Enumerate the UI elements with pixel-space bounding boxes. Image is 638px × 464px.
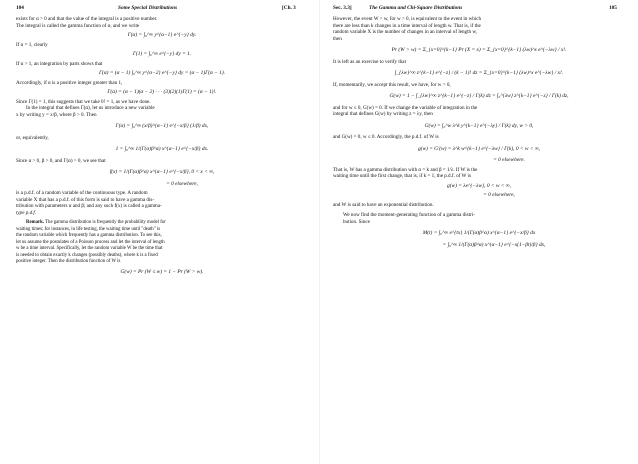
- left-page-body: [16, 16, 308, 278]
- text-line: random variable X is the number of changes in an interval of length w,: [333, 29, 477, 35]
- text-line: integral that defines G(w) by writing z = λy, then: [333, 111, 433, 117]
- text-line: x by writing y = x/β, where β > 0. Then: [16, 111, 97, 118]
- text-line: If α = 1, clearly: [16, 41, 48, 48]
- equation-mgf: M(t) = ∫₀^∞ e^{tx} 1/(Γ(α)β^α) x^{α−1} e^{−x/β} dx: [422, 230, 536, 236]
- equation-exponential: g(w) = λe^{−λw}, 0 < w < ∞,: [447, 182, 511, 189]
- text-line: or, equivalently,: [16, 134, 49, 141]
- right-section-label: Sec. 3.3]: [333, 5, 352, 11]
- left-chapter-label: [Ch. 3: [282, 5, 296, 11]
- text-line: and G(w) = 0, w ≤ 0. Accordingly, the p.d.f. of W is: [333, 134, 439, 140]
- text-line: It is left as an exercise to verify that: [333, 58, 406, 65]
- equation-exponential-else: = 0 elsewhere,: [483, 192, 515, 198]
- remark-line: The gamma distribution is frequently the probability model for: [45, 220, 166, 225]
- text-line: type p.d.f.: [16, 209, 37, 216]
- text-line: In the integral that defines Γ(α), let us introduce a new variable: [26, 105, 155, 111]
- equation-gamma-one: Γ(1) = ∫₀^∞ e^{−y} dy = 1.: [132, 51, 192, 57]
- text-line: variable X that has a p.d.f. of this form is said to have a gamma dis-: [16, 196, 155, 203]
- equation-distribution-function: G(w) = Pr (W ≤ w) = 1 − Pr (W > w).: [120, 268, 204, 275]
- equation-normalization: 1 = ∫₀^∞ 1/(Γ(α)β^α) x^{α−1} e^{−x/β} dx.: [115, 146, 209, 152]
- text-line: Accordingly, if α is a positive integer greater than 1,: [16, 79, 123, 86]
- equation-gamma-pdf-else: = 0 elsewhere,: [166, 180, 198, 187]
- text-line: waiting time until the first change, that is, if k = 1, the p.d.f. of W is: [333, 173, 471, 179]
- text-line: We now find the moment-generating function of a gamma distri-: [343, 212, 475, 218]
- equation-poisson-sum: Pr (W > w) = Σ_{x=0}^{k−1} Pr (X = x) = Σ_{x=0}^{k−1} (λw)^x e^{−λw} / x!.: [391, 47, 567, 53]
- text-line: Since Γ(1) = 1, this suggests that we take 0! = 1, as we have done.: [16, 98, 151, 105]
- text-line: there are less than k changes in a time interval of length w. That is, if the: [333, 22, 481, 29]
- left-running-title: Some Special Distributions: [118, 5, 178, 11]
- equation-mgf-2: = ∫₀^∞ 1/(Γ(α)β^α) x^{α−1} e^{−x(1−βt)/β} dx,: [442, 241, 546, 248]
- text-line: and for w ≤ 0, G(w) = 0. If we change the variable of integration in the: [333, 104, 478, 111]
- equation-recursion: Γ(α) = (α − 1) ∫₀^∞ y^{α−2} e^{−y} dy = (α − 1)Γ(α − 1).: [98, 70, 225, 76]
- text-line: The integral is called the gamma function of α, and we write: [16, 22, 140, 29]
- right-page-number: 105: [609, 5, 617, 11]
- remark-line: is needed to obtain exactly k changes (possibly deaths), where k is a fixed: [16, 252, 158, 258]
- text-line: tribution with parameters α and β; and any such f(x) is called a gamma-: [16, 203, 162, 209]
- equation-g-w-else: = 0 elsewhere.: [493, 157, 525, 163]
- equation-G-w-lambda: G(w) = ∫₀^w λ^k y^{k−1} e^{−λy} / Γ(k) dy, w > 0,: [424, 122, 534, 129]
- left-page-number: 104: [16, 5, 24, 11]
- text-line: If, momentarily, we accept this result, we have, for w > 0,: [333, 81, 451, 88]
- text-line: However, the event W > w, for w > 0, is equivalent to the event in which: [333, 16, 482, 22]
- right-page: [319, 0, 638, 464]
- text-line: bution. Since: [343, 218, 370, 225]
- remark-line: the random variable which frequently has a gamma distribution. To see this,: [16, 233, 162, 238]
- text-line: That is, W has a gamma distribution with α = k and β = 1/λ. If W is the: [333, 166, 478, 173]
- text-line: Since α > 0, β > 0, and Γ(α) > 0, we see that: [16, 157, 106, 164]
- remark-line: positive integer. Then the distribution function of W is: [16, 259, 121, 264]
- right-running-title: The Gamma and Chi-Square Distributions: [369, 5, 463, 11]
- equation-substitution: Γ(α) = ∫₀^∞ (x/β)^{α−1} e^{−x/β} (1/β) dx,: [115, 123, 209, 129]
- text-line: If α > 1, an integration by parts shows that: [16, 60, 103, 67]
- equation-gamma-pdf: f(x) = 1/(Γ(α)β^α) x^{α−1} e^{−x/β}, 0 < x < ∞,: [109, 169, 215, 175]
- text-line: is a p.d.f. of a random variable of the continuous type. A random: [16, 190, 148, 196]
- equation-G-w: G(w) = 1 − ∫_{λw}^∞ z^{k−1} e^{−z} / Γ(k) dz = ∫₀^{λw} z^{k−1} e^{−z} / Γ(k) dz,: [389, 93, 569, 99]
- equation-factorial: Γ(α) = (α − 1)(α − 2) · · · (3)(2)(1)Γ(1) = (α − 1)!.: [107, 89, 217, 95]
- text-line: exists for α > 0 and that the value of the integral is a positive number.: [16, 16, 158, 22]
- remark-label: Remark.: [26, 220, 44, 225]
- text-line: then: [333, 35, 342, 42]
- remark-line: let us assume the postulates of a Poisson process and let the interval of length: [16, 239, 165, 245]
- equation-g-w: g(w) = G′(w) = λ^k w^{k−1} e^{−λw} / Γ(k), 0 < w < ∞,: [417, 145, 541, 152]
- text-line: and W is said to have an exponential distribution.: [333, 201, 434, 208]
- equation-exercise: ∫_{λw}^∞ z^{k−1} e^{−z} / (k − 1)! dz = Σ_{x=0}^{k−1} (λw)^x e^{−λw} / x!.: [394, 70, 564, 76]
- equation-gamma-function: Γ(α) = ∫₀^∞ y^{α−1} e^{−y} dy.: [127, 32, 197, 38]
- right-page-body: [333, 16, 625, 251]
- remark-line: w be a time interval. Specifically, let the random variable W be the time that: [16, 246, 163, 251]
- remark-line: waiting times; for instances, in life testing, the waiting time until "death" is: [16, 226, 161, 232]
